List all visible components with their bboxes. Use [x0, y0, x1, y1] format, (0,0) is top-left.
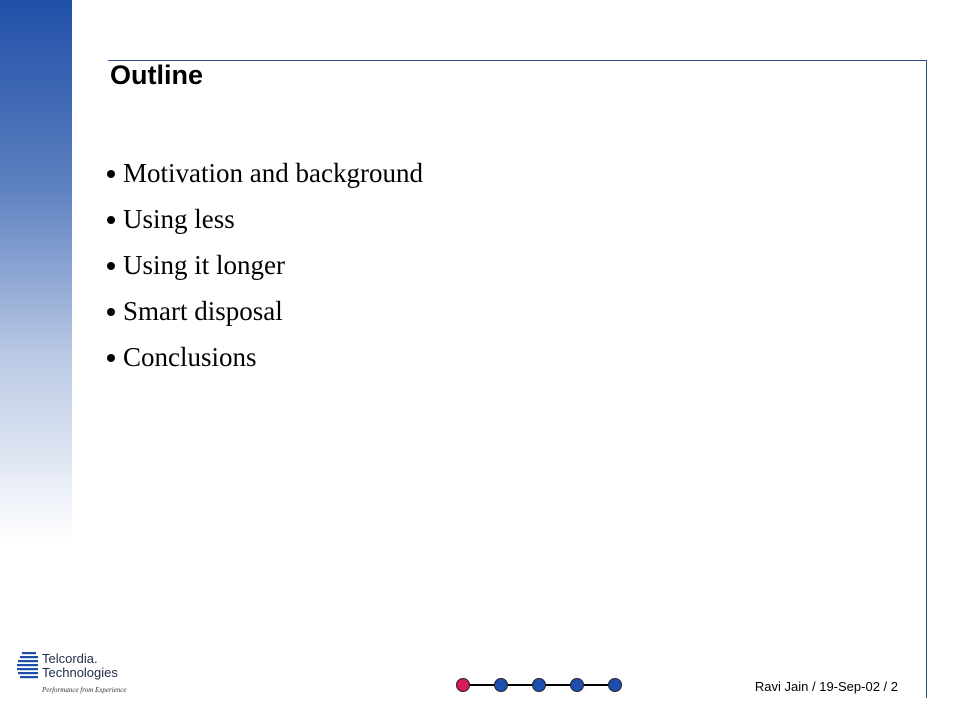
logo-line-2: Technologies — [42, 665, 118, 680]
sidebar-gradient — [0, 0, 72, 545]
bullet-dot-icon — [107, 216, 115, 224]
footer-text: Ravi Jain / 19-Sep-02 / 2 — [754, 679, 898, 694]
bullet-dot-icon — [107, 308, 115, 316]
progress-dot — [571, 679, 584, 692]
bullet-item — [107, 196, 423, 242]
telcordia-logo — [14, 646, 144, 696]
logo-line-1: Telcordia. — [42, 651, 98, 666]
bullet-item — [107, 150, 423, 196]
progress-dot — [495, 679, 508, 692]
bullet-dot-icon — [107, 262, 115, 270]
frame-top-rule — [108, 60, 926, 61]
bullet-text: Motivation and background — [123, 157, 423, 188]
bullet-text: Using it longer — [123, 249, 285, 280]
bullet-dot-icon — [107, 354, 115, 362]
progress-dot-current — [457, 679, 470, 692]
bullet-dot-icon — [107, 170, 115, 178]
frame-right-rule — [926, 60, 927, 698]
progress-indicator — [455, 677, 625, 693]
progress-dot — [609, 679, 622, 692]
telcordia-mark-icon — [17, 652, 38, 678]
slide-title: Outline — [110, 60, 203, 90]
bullet-text: Smart disposal — [123, 295, 283, 326]
progress-dot — [533, 679, 546, 692]
logo-tagline: Performance from Experience — [42, 686, 127, 694]
bullet-text: Using less — [123, 203, 235, 234]
bullet-item — [107, 334, 423, 380]
bullet-item — [107, 242, 423, 288]
bullet-list — [107, 150, 423, 380]
bullet-item — [107, 288, 423, 334]
bullet-text: Conclusions — [123, 341, 257, 372]
